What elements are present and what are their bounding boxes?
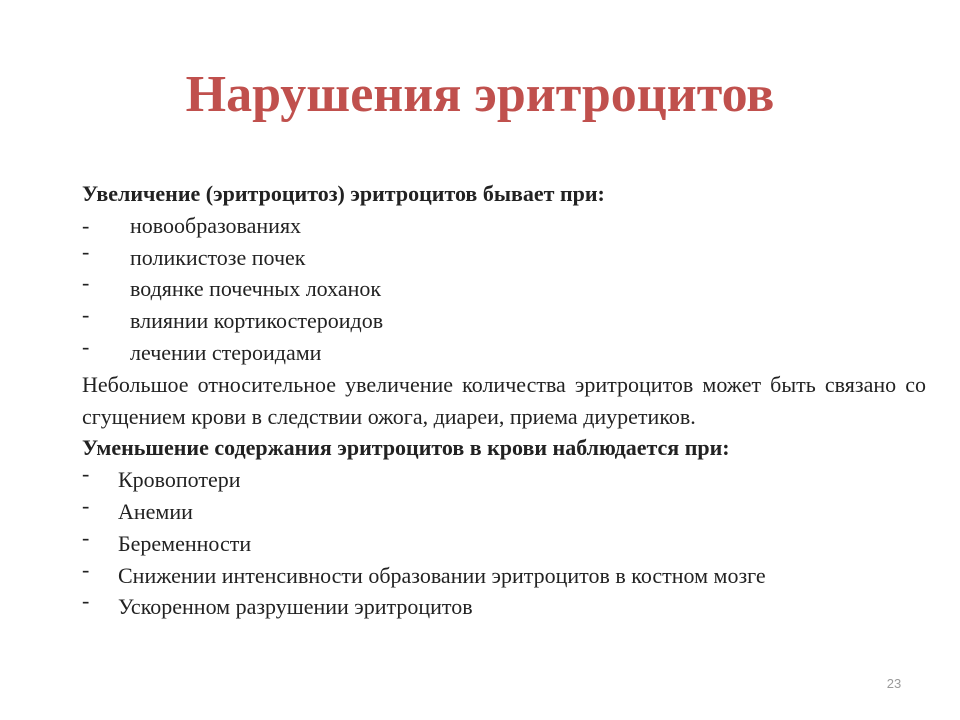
list-item-text: Беременности bbox=[118, 530, 252, 556]
list-item bbox=[82, 238, 926, 274]
list-item-text: Кровопотери bbox=[118, 467, 241, 493]
list-marker: - bbox=[82, 270, 90, 296]
list-item-text: Ускоренном разрушении эритроцитов bbox=[118, 594, 473, 620]
increase-heading: Увеличение (эритроцитоз) эритроцитов бывает при: bbox=[82, 181, 605, 206]
decrease-heading: Уменьшение содержания эритроцитов в крови наблюдается при: bbox=[82, 435, 730, 461]
slide-body bbox=[82, 178, 926, 623]
list-item-text: Анемии bbox=[118, 498, 193, 524]
list-marker: - bbox=[82, 556, 90, 582]
list-item-text: водянке почечных лоханок bbox=[130, 276, 382, 302]
list-item bbox=[82, 461, 926, 496]
list-item-text: влиянии кортикостероидов bbox=[130, 308, 384, 334]
list-item bbox=[82, 556, 926, 592]
list-item bbox=[82, 333, 926, 369]
slide-title: Нарушения эритроцитов bbox=[185, 66, 775, 123]
list-marker: - bbox=[82, 492, 90, 518]
list-marker: - bbox=[82, 302, 90, 328]
list-marker: - bbox=[82, 238, 90, 264]
list-marker: - bbox=[82, 212, 90, 238]
list-item bbox=[82, 492, 926, 528]
list-item-text: новообразованиях bbox=[130, 212, 302, 238]
list-item-text: Снижении интенсивности образовании эритроцитов в костном мозге bbox=[118, 562, 766, 588]
list-item bbox=[82, 588, 926, 623]
increase-list bbox=[82, 210, 926, 369]
list-item bbox=[82, 270, 926, 305]
list-item bbox=[82, 210, 926, 242]
list-item bbox=[82, 524, 926, 560]
list-item-text: поликистозе почек bbox=[130, 244, 306, 270]
decrease-list bbox=[82, 461, 926, 623]
list-item-text: лечении стероидами bbox=[130, 339, 322, 365]
list-item bbox=[82, 302, 926, 337]
list-marker: - bbox=[82, 588, 90, 614]
list-marker: - bbox=[82, 461, 90, 487]
list-marker: - bbox=[82, 524, 90, 550]
explanation-paragraph: Небольшое относительное увеличение количества эритроцитов может быть связано со сгущением крови в следствии ожога, диареи, приема диуретиков. bbox=[82, 371, 926, 429]
page-number: 23 bbox=[886, 676, 902, 691]
list-marker: - bbox=[82, 333, 90, 359]
